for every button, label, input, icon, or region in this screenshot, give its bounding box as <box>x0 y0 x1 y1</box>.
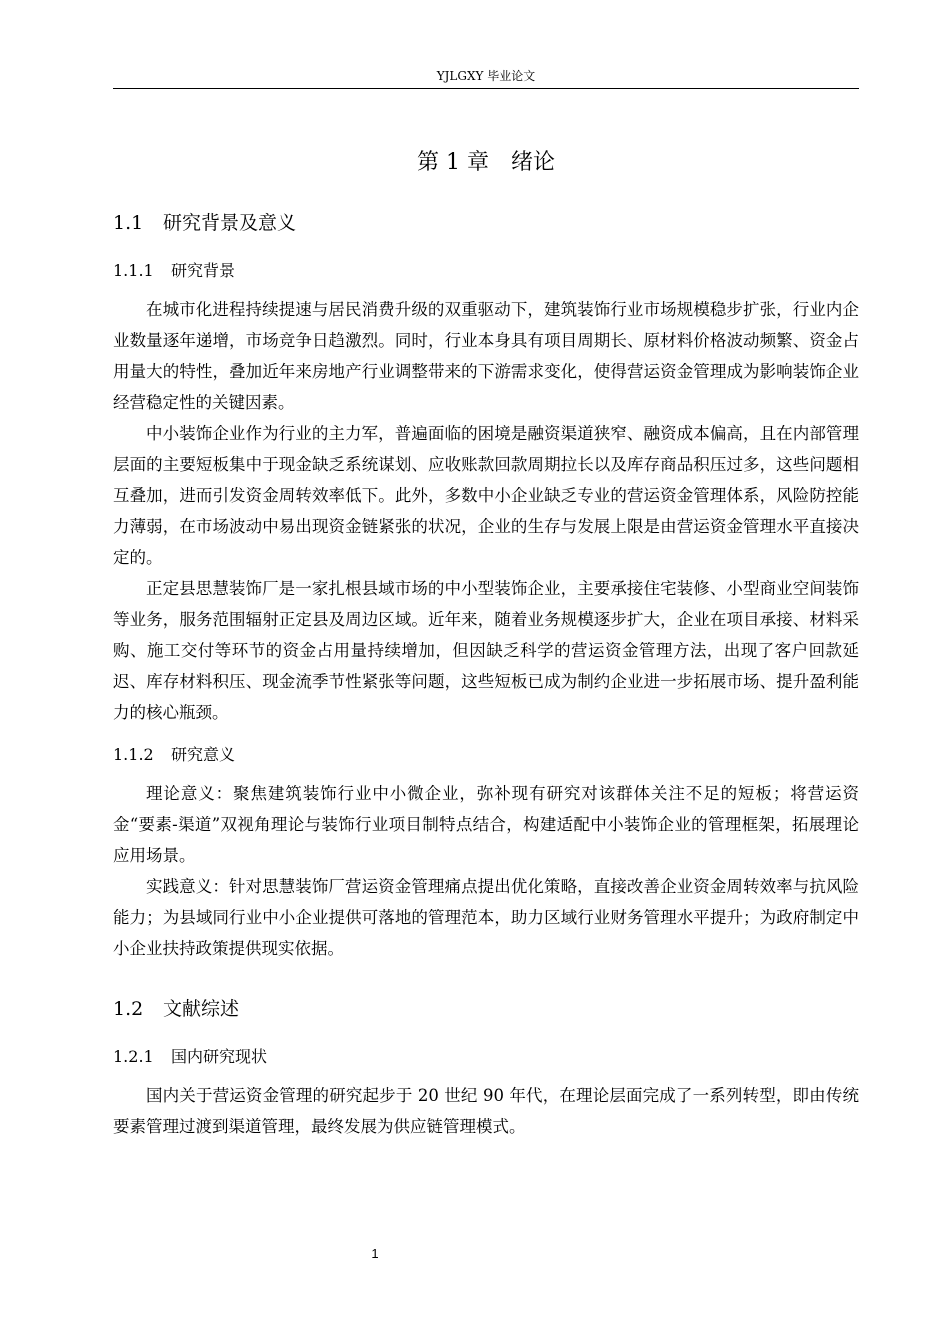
subsection-title: 研究意义 <box>171 745 236 764</box>
section-number: 1.2 <box>113 998 144 1020</box>
subsection-number: 1.1.1 <box>113 261 154 280</box>
subsection-title: 研究背景 <box>171 261 236 280</box>
section-heading <box>113 994 859 1024</box>
header-rule <box>113 88 859 89</box>
subsection-heading <box>113 258 859 284</box>
section-heading <box>113 208 859 238</box>
body-paragraph: 国内关于营运资金管理的研究起步于 20 世纪 90 年代，在理论层面完成了一系列转型，即由传统要素管理过渡到渠道管理，最终发展为供应链管理模式。 <box>113 1086 859 1136</box>
subsection-title: 国内研究现状 <box>171 1047 268 1066</box>
chapter-title: 第 1 章 绪论 <box>417 150 555 175</box>
body-paragraph: 实践意义：针对思慧装饰厂营运资金管理痛点提出优化策略，直接改善企业资金周转效率与抗风险能力；为县域同行业中小企业提供可落地的管理范本，助力区域行业财务管理水平提升；为政府制定中小企业扶持政策提供现实依据。 <box>113 877 859 958</box>
section-number: 1.1 <box>113 212 144 234</box>
body-paragraph: 中小装饰企业作为行业的主力军，普遍面临的困境是融资渠道狭窄、融资成本偏高，且在内部管理层面的主要短板集中于现金缺乏系统谋划、应收账款回款周期拉长以及库存商品积压过多，这些问题相互叠加，进而引发资金周转效率低下。此外，多数中小企业缺乏专业的营运资金管理体系，风险防控能力薄弱，在市场波动中易出现资金链紧张的状况，企业的生存与发展上限是由营运资金管理水平直接决定的。 <box>113 424 859 567</box>
page-body <box>113 146 859 1142</box>
page-number: 1 <box>371 1246 379 1261</box>
subsection-heading <box>113 1044 859 1070</box>
body-paragraph: 在城市化进程持续提速与居民消费升级的双重驱动下，建筑装饰行业市场规模稳步扩张，行业内企业数量逐年递增，市场竞争日趋激烈。同时，行业本身具有项目周期长、原材料价格波动频繁、资金占用量大的特性，叠加近年来房地产行业调整带来的下游需求变化，使得营运资金管理成为影响装饰企业经营稳定性的关键因素。 <box>113 300 859 412</box>
subsection-number: 1.2.1 <box>113 1047 154 1066</box>
subsection-number: 1.1.2 <box>113 745 154 764</box>
running-header: YJLGXY 毕业论文 <box>436 69 536 83</box>
section-title: 研究背景及意义 <box>163 212 297 234</box>
body-paragraph: 正定县思慧装饰厂是一家扎根县域市场的中小型装饰企业，主要承接住宅装修、小型商业空间装饰等业务，服务范围辐射正定县及周边区域。近年来，随着业务规模逐步扩大，企业在项目承接、材料采购、施工交付等环节的资金占用量持续增加，但因缺乏科学的营运资金管理方法，出现了客户回款延迟、库存材料积压、现金流季节性紧张等问题，这些短板已成为制约企业进一步拓展市场、提升盈利能力的核心瓶颈。 <box>113 579 859 722</box>
section-title: 文献综述 <box>163 998 240 1020</box>
subsection-heading <box>113 742 859 768</box>
body-paragraph: 理论意义：聚焦建筑装饰行业中小微企业，弥补现有研究对该群体关注不足的短板；将营运资金“要素-渠道”双视角理论与装饰行业项目制特点结合，构建适配中小装饰企业的管理框架，拓展理论应用场景。 <box>113 784 859 865</box>
